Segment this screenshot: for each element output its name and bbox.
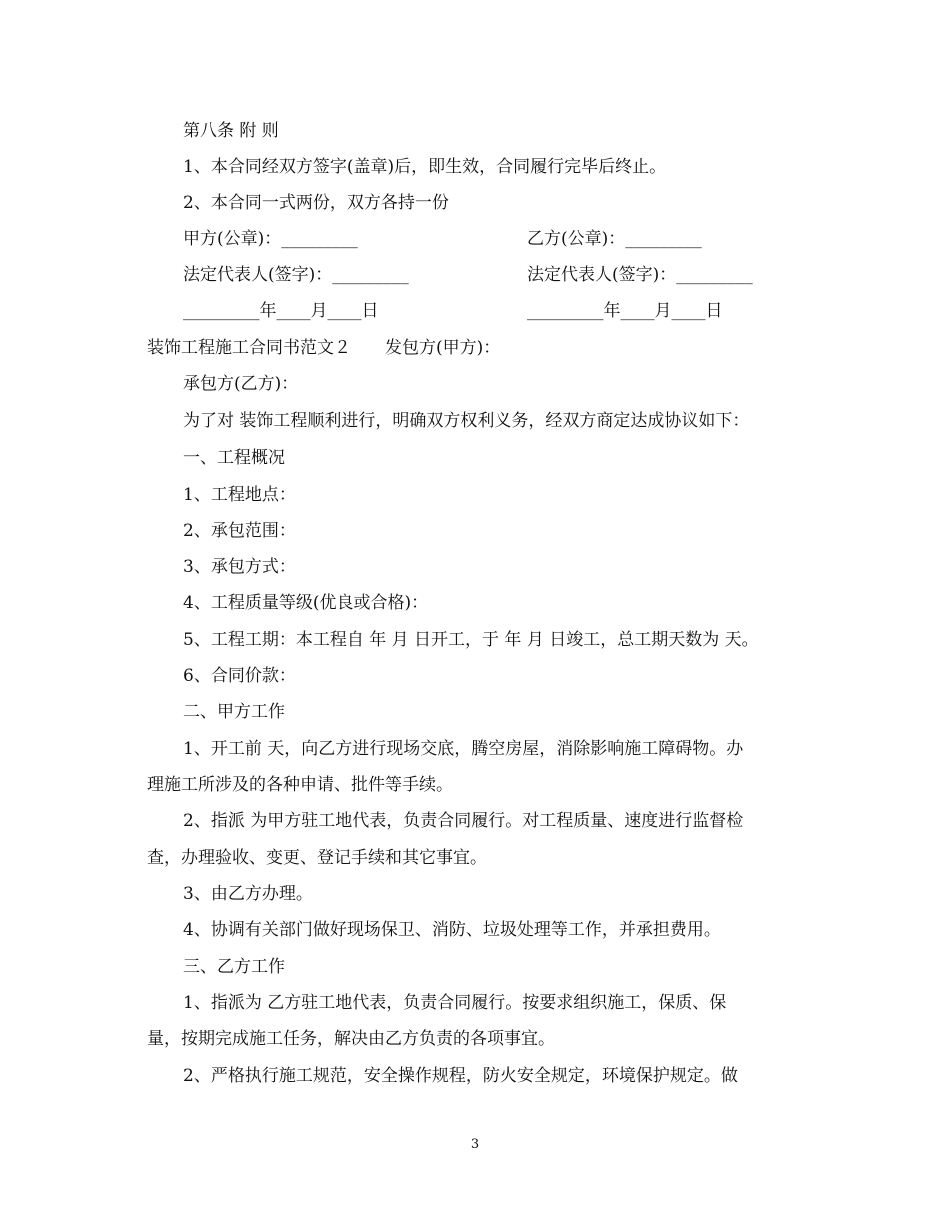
party-b-seal: 乙方(公章)：_________ — [527, 229, 702, 249]
section2-item2-line1: 2、指派 为甲方驻工地代表，负责合同履行。对工程质量、速度进行监督检 — [183, 811, 744, 831]
contractor-line: 承包方(乙方)： — [183, 374, 299, 394]
section1-item: 3、承包方式： — [183, 557, 296, 577]
section2-item3: 3、由乙方办理。 — [183, 884, 313, 904]
section2-item2-line2: 查，办理验收、变更、登记手续和其它事宜。 — [147, 848, 487, 868]
section3-item1-line1: 1、指派为 乙方驻工地代表，负责合同履行。按要求组织施工，保质、保 — [183, 993, 727, 1013]
section2-item1-line2: 理施工所涉及的各种申请、批件等手续。 — [147, 775, 453, 795]
article8-item2: 2、本合同一式两份，双方各持一份 — [183, 193, 449, 213]
party-a-seal: 甲方(公章)：_________ — [183, 229, 358, 249]
section2-heading: 二、甲方工作 — [183, 702, 285, 722]
article8-item1: 1、本合同经双方签字(盖章)后，即生效，合同履行完毕后终止。 — [183, 157, 667, 177]
section1-item: 5、工程工期：本工程自 年 月 日开工，于 年 月 日竣工，总工期天数为 天。 — [183, 630, 759, 650]
party-b-rep: 法定代表人(签字)：_________ — [527, 265, 753, 285]
contract2-title-line: 装饰工程施工合同书范文２ 发包方(甲方)： — [147, 338, 501, 358]
section2-item1-line1: 1、开工前 天，向乙方进行现场交底，腾空房屋，消除影响施工障碍物。办 — [183, 739, 744, 759]
section1-item: 6、合同价款： — [183, 666, 296, 686]
section1-item: 2、承包范围： — [183, 521, 296, 541]
section3-item2-line1: 2、严格执行施工规范，安全操作规程，防火安全规定，环境保护规定。做 — [183, 1066, 738, 1086]
party-a-rep: 法定代表人(签字)：_________ — [183, 265, 409, 285]
page-number: 3 — [470, 1137, 480, 1152]
section1-item: 1、工程地点： — [183, 485, 296, 505]
party-b-date: _________年____月____日 — [527, 301, 723, 321]
party-a-date: _________年____月____日 — [183, 301, 379, 321]
section2-item4: 4、协调有关部门做好现场保卫、消防、垃圾处理等工作，并承担费用。 — [183, 920, 721, 940]
section3-heading: 三、乙方工作 — [183, 957, 285, 977]
section1-heading: 一、工程概况 — [183, 448, 285, 468]
preamble: 为了对 装饰工程顺利进行，明确双方权利义务，经双方商定达成协议如下： — [183, 411, 750, 431]
section1-item: 4、工程质量等级(优良或合格)： — [183, 593, 429, 613]
section3-item1-line2: 量，按期完成施工任务，解决由乙方负责的各项事宜。 — [147, 1029, 555, 1049]
article8-heading: 第八条 附 则 — [183, 121, 279, 141]
